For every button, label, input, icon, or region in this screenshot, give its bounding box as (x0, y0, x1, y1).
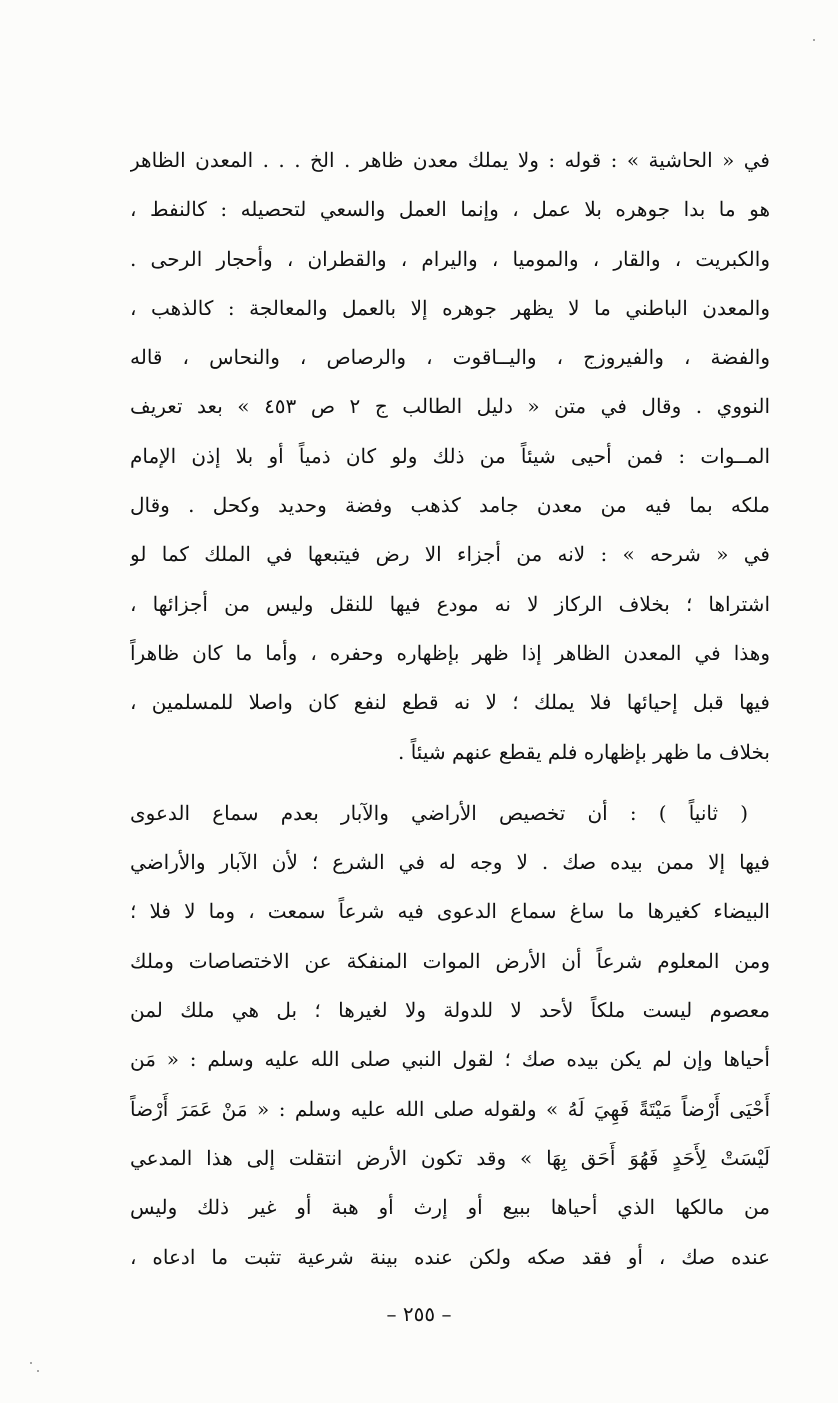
paragraph-gap (130, 777, 770, 789)
text-line: لَيْسَتْ لِأَحَدٍ فَهُوَ أَحَق بِهَا » وقد تكون الأرض انتقلت إلى هذا المدعي (130, 1145, 770, 1170)
scan-speck (30, 1362, 32, 1364)
text-line: أَحْيَى أَرْضاً مَيْتَةً فَهِيَ لَهُ » ولقوله صلى الله عليه وسلم : « مَنْ عَمَرَ أَرْضاً (130, 1096, 770, 1121)
text-line: ملكه بما فيه من معدن جامد كذهب وفضة وحديد وكحل . وقال (130, 493, 770, 518)
text-line: فيها قبل إحيائها فلا يملك ؛ لا نه قطع لنفع كان واصلا للمسلمين ، (130, 690, 770, 715)
text-line: المــوات : فمن أحيى شيئاً من ذلك ولو كان ذمياً أو بلا إذن الإمام (130, 443, 770, 468)
text-line: هو ما بدا جوهره بلا عمل ، وإنما العمل والسعي لتحصيله : كالنفط ، (130, 197, 770, 222)
text-line: في « شرحه » : لانه من أجزاء الا رض فيتبعها في الملك كما لو (130, 542, 770, 567)
text-line: النووي . وقال في متن « دليل الطالب ج ٢ ص ٤٥٣ » بعد تعريف (130, 394, 770, 419)
text-line: معصوم ليست ملكاً لأحد لا للدولة ولا لغيرها ؛ بل هي ملك لمن (130, 998, 770, 1023)
text-line: عنده صك ، أو فقد صكه ولكن عنده بينة شرعية تثبت ما ادعاه ، (130, 1244, 770, 1269)
text-line: ومن المعلوم شرعاً أن الأرض الموات المنفكة عن الاختصاصات وملك (130, 948, 770, 973)
scan-speck (813, 39, 815, 41)
text-line: فيها إلا ممن بيده صك . لا وجه له في الشرع ؛ لأن الآبار والأراضي (130, 850, 770, 875)
text-line: والفضة ، والفيروزج ، واليــاقوت ، والرصاص ، والنحاس ، قاله (130, 345, 770, 370)
text-line: أحياها وإن لم يكن بيده صك ؛ لقول النبي صلى الله عليه وسلم : « مَن (130, 1047, 770, 1072)
scan-speck (37, 1370, 39, 1372)
text-line: وهذا في المعدن الظاهر إذا ظهر بإظهاره وحفره ، وأما ما كان ظاهراً (130, 640, 770, 665)
page-number: – ٢٥٥ – (386, 1302, 452, 1326)
text-line: في « الحاشية » : قوله : ولا يملك معدن ظاهر . الخ . . . المعدن الظاهر (130, 148, 770, 172)
text-line: اشتراها ؛ بخلاف الركاز لا نه مودع فيها للنقل وليس من أجزائها ، (130, 591, 770, 616)
text-line: من مالكها الذي أحياها ببيع أو إرث أو هبة أو غير ذلك وليس (130, 1195, 770, 1220)
text-line: والكبريت ، والقار ، والموميا ، واليرام ، والقطران ، وأحجار الرحى . (130, 246, 770, 271)
text-line: بخلاف ما ظهر بإظهاره فلم يقطع عنهم شيئاً . (397, 739, 770, 764)
text-line: والمعدن الباطني ما لا يظهر جوهره إلا بالعمل والمعالجة : كالذهب ، (130, 295, 770, 320)
text-line: البيضاء كغيرها ما ساغ سماع الدعوى فيه شرعاً سمعت ، وما لا فلا ؛ (130, 899, 770, 924)
body-text (130, 136, 770, 1282)
text-line: ( ثانياً ) : أن تخصيص الأراضي والآبار بعدم سماع الدعوى (130, 800, 748, 825)
